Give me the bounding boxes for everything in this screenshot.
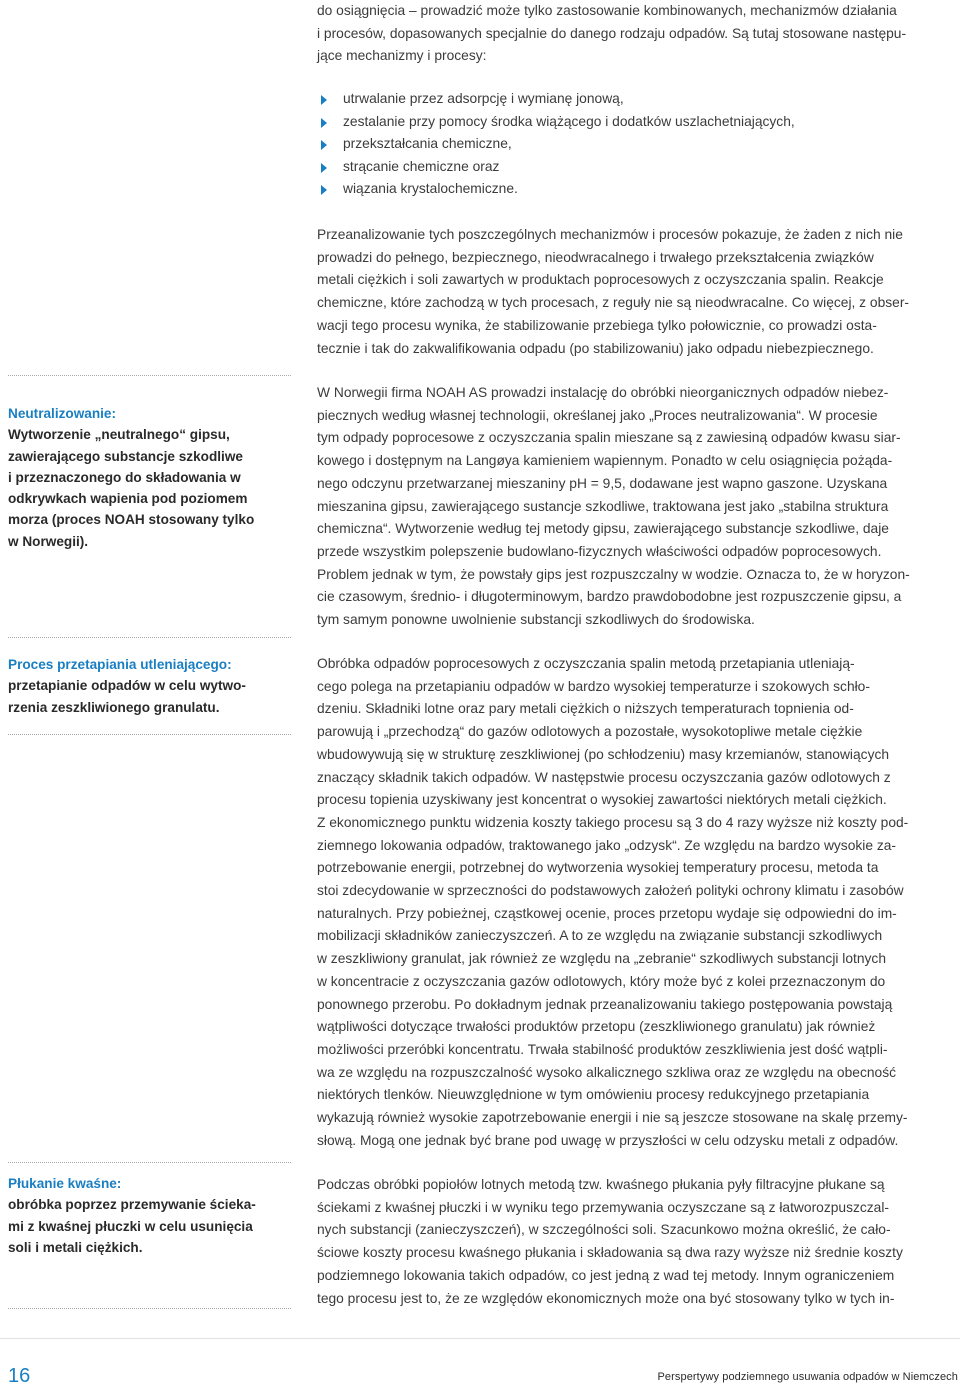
paragraph-line: wacji tego procesu wynika, że stabilizowanie przebiega tylko połowicznie, co prowadzi osta-: [317, 317, 877, 333]
paragraph-line: naturalnych. Przy pobieżnej, cząstkowej ocenie, proces przetopu wydaje się odpowiedni do im-: [317, 905, 897, 921]
paragraph-line: cego polega na przetapianiu odpadów w bardzo wysokiej temperaturze i szokowych schło-: [317, 678, 870, 694]
vitrification-paragraph: [317, 653, 959, 1152]
paragraph-line: metali ciężkich i soli zawartych w produktach poprocesowych z oczyszczania spalin. Reakcje: [317, 272, 884, 288]
paragraph-line: słową. Mogą one jednak być brane pod uwagę w przyszłości w celu odzysku metali z odpadów.: [317, 1132, 899, 1148]
sidebar-divider: [8, 637, 291, 638]
paragraph-line: stoi zdecydowanie w sprzeczności do podstawowych założeń polityki ochrony klimatu i zasobów: [317, 883, 904, 899]
paragraph-line: ściekami z kwaśnej płuczki i w wyniku tego przemywania oczyszczane są z łatworozpuszczal-: [317, 1199, 890, 1215]
list-item-text: przekształcania chemiczne,: [343, 136, 512, 151]
paragraph-line: piecznych według własnej technologii, określanej jako „Proces neutralizowania“. W procesie: [317, 407, 878, 423]
triangle-bullet-icon: [321, 118, 327, 128]
paragraph-line: cie czasowym, średnio- i długoterminowym, bardzo prawdobodobne jest rozpuszczenie gipsu, a: [317, 589, 902, 605]
page-number: 16: [8, 1365, 31, 1387]
triangle-bullet-icon: [321, 163, 327, 173]
analysis-paragraph: [317, 224, 959, 360]
triangle-bullet-icon: [321, 140, 327, 150]
triangle-bullet-icon: [321, 95, 327, 105]
sidebar-note-line: mi z kwaśnej płuczki w celu usunięcia: [8, 1218, 253, 1234]
paragraph-line: Z ekonomicznego punktu widzenia koszty takiego procesu są 3 do 4 razy wyższe niż koszty pod-: [317, 814, 909, 830]
sidebar-note-neutralization: [8, 403, 290, 552]
list-item-text: wiązania krystalochemiczne.: [343, 181, 518, 196]
paragraph-line: wa ze względu na rozpuszczalność wysoko alkalicznego szkliwa oraz ze względu na obecność: [317, 1064, 896, 1080]
paragraph-line: wykazują również wysokie zapotrzebowanie energii i nie są jeszcze stosowane na skalę przemy-: [317, 1110, 908, 1126]
sidebar-note-line: odkrywkach wapienia pod poziomem: [8, 491, 248, 507]
paragraph-line: ściowe koszty procesu kwaśnego płukania i składowania są dwa razy wyższe niż średnie koszty: [317, 1245, 903, 1261]
sidebar-note-line: morza (proces NOAH stosowany tylko: [8, 512, 255, 528]
sidebar-note-line: w Norwegii).: [8, 533, 89, 549]
paragraph-line: tecznie i tak do zakwalifikowania odpadu (po stabilizowaniu) jako odpadu niebezpiecznego.: [317, 340, 874, 356]
list-item: [321, 156, 941, 179]
paragraph-line: procesu topienia uzyskiwany jest koncentrat o wysokiej zawartości niektórych metali ciężkich.: [317, 792, 887, 808]
paragraph-line: Podczas obróbki popiołów lotnych metodą tzw. kwaśnego płukania pyły filtracyjne płukane są: [317, 1177, 885, 1192]
mechanisms-list: [321, 88, 941, 201]
acid-washing-paragraph: [317, 1174, 959, 1310]
sidebar-note-title: Neutralizowanie:: [8, 406, 117, 421]
list-item-text: zestalanie przy pomocy środka wiążącego i dodatków uszlachetniających,: [343, 113, 795, 129]
paragraph-line: podziemnego lokowania takich odpadów, co jest jedną z wad tej metody. Innym ograniczeniem: [317, 1267, 895, 1283]
paragraph-line: ponownego przerobu. Po dokładnym jednak przeanalizowaniu takiego postępowania powstają: [317, 996, 893, 1012]
sidebar-note-acid-washing: [8, 1173, 290, 1258]
paragraph-line: możliwości przeróbki koncentratu. Trwała stabilność produktów zeszkliwienia jest dość wątpli-: [317, 1041, 888, 1057]
intro-line: i procesów, dopasowanych specjalnie do danego rodzaju odpadów. Są tutaj stosowane następu-: [317, 25, 907, 41]
paragraph-line: tym samym ponowne uwolnienie substancji szkodliwych do środowiska.: [317, 612, 755, 628]
paragraph-line: chemiczna“. Wytworzenie według tej metody gipsu, zawierającego substancje szkodliwe, daje: [317, 521, 889, 537]
intro-line: jące mechanizmy i procesy:: [317, 48, 487, 64]
paragraph-line: w zeszkliwiony granulat, jak również ze względu na „zebranie“ szkodliwych substancji lotnych: [317, 951, 886, 967]
paragraph-line: kowego i dostępnym na Langøya kamieniem wapiennym. Ponadto w celu osiągnięcia pożąda-: [317, 453, 893, 469]
intro-paragraph: [317, 0, 959, 68]
sidebar-note-line: Wytworzenie „neutralnego“ gipsu,: [8, 427, 230, 443]
paragraph-line: wbudowywują się w strukturę zeszkliwionej (po schłodzeniu) masy krzemianów, stanowiących: [317, 746, 890, 762]
sidebar-divider: [8, 1308, 291, 1309]
paragraph-line: Obróbka odpadów poprocesowych z oczyszczania spalin metodą przetapiania utleniają-: [317, 656, 855, 671]
paragraph-line: mobilizacji składników zanieczyszczeń. A to ze względu na związanie substancji szkodliwych: [317, 928, 883, 944]
sidebar-note-line: rzenia zeszkliwionego granulatu.: [8, 699, 220, 715]
paragraph-line: przede wszystkim polepszenie budowlano-fizycznych właściwości odpadów poprocesowych.: [317, 543, 882, 559]
paragraph-line: prowadzi do pełnego, bezpiecznego, nieodwracalnego i trwałego przekształcenia związków: [317, 249, 874, 265]
paragraph-line: znaczący składnik takich odpadów. W następstwie procesu oczyszczania gazów odlotowych z: [317, 769, 891, 785]
paragraph-line: mieszanina gipsu, zawierającego sustancje szkodliwe, traktowana jest jako „stabilna struktura: [317, 498, 889, 514]
publication-title: Perspertywy podziemnego usuwania odpadów w Niemczech: [657, 1371, 958, 1383]
triangle-bullet-icon: [321, 185, 327, 195]
paragraph-line: ziemnego lokowania odpadów, traktowanego jako „odzysk“. Ze względu na bardzo wysokie za-: [317, 837, 897, 853]
sidebar-note-vitrification: [8, 654, 290, 718]
neutralization-paragraph: [317, 382, 959, 632]
list-item: [321, 133, 941, 156]
sidebar-note-line: i przeznaczonego do składowania w: [8, 469, 241, 485]
paragraph-line: nych substancji (zanieczyszczeń), w szczególności soli. Szacunkowo można określić, że cało-: [317, 1222, 891, 1238]
paragraph-line: Przeanalizowanie tych poszczególnych mechanizmów i procesów pokazuje, że żaden z nich nie: [317, 227, 903, 242]
sidebar-note-line: przetapianie odpadów w celu wytwo-: [8, 678, 246, 694]
paragraph-line: dzeniu. Składniki lotne oraz pary metali ciężkich o niższych temperaturach topnienia od-: [317, 701, 854, 717]
footer-rule: [0, 1338, 960, 1339]
list-item-text: utrwalanie przez adsorpcję i wymianę jonową,: [343, 91, 624, 106]
paragraph-line: chemiczne, które zachodzą w tych procesach, z reguły nie są nieodwracalne. Co więcej, z obser-: [317, 295, 910, 311]
paragraph-line: W Norwegii firma NOAH AS prowadzi instalację do obróbki nieorganicznych odpadów niebez-: [317, 385, 889, 400]
sidebar-note-title: Płukanie kwaśne:: [8, 1176, 122, 1191]
list-item: [321, 111, 941, 134]
paragraph-line: wątpliwości dotyczące trwałości produktów przetopu (zeszkliwionego granulatu) jak również: [317, 1019, 876, 1035]
paragraph-line: niektórych tlenków. Nieuwzględnione w tym omówieniu procesy redukcyjnego przetapiania: [317, 1087, 870, 1103]
paragraph-line: potrzebowanie energii, potrzebnej do wytworzenia wysokiej temperatury procesu, metoda ta: [317, 860, 879, 876]
sidebar-note-line: obróbka poprzez przemywanie ścieka-: [8, 1197, 256, 1213]
list-item: [321, 88, 941, 111]
paragraph-line: parowują i „przechodzą“ do gazów odlotowych a pozostałe, wysokotopliwe metale ciężkie: [317, 724, 863, 740]
intro-line: do osiągnięcia – prowadzić może tylko zastosowanie kombinowanych, mechanizmów działania: [317, 3, 897, 18]
paragraph-line: w koncentracie z oczyszczania gazów odlotowych, który może być z kolei przeznaczonym do: [317, 973, 886, 989]
paragraph-line: tym odpady poprocesowe z oczyszczania spalin mieszane są z zawiesiną odpadów kwasu siar-: [317, 430, 901, 446]
sidebar-divider: [8, 1162, 291, 1163]
paragraph-line: Problem jednak w tym, że powstały gips jest rozpuszczalny w wodzie. Oznacza to, że w horyzon-: [317, 566, 910, 582]
paragraph-line: nego odczynu przetwarzanej mieszaniny pH = 9,5, dodawane jest wapno gaszone. Uzyskana: [317, 475, 888, 491]
list-item-text: strącanie chemiczne oraz: [343, 158, 500, 174]
list-item: [321, 178, 941, 201]
sidebar-note-line: soli i metali ciężkich.: [8, 1239, 143, 1255]
sidebar-note-line: zawierającego substancje szkodliwe: [8, 448, 243, 464]
sidebar-divider: [8, 375, 291, 376]
sidebar-divider: [8, 734, 291, 735]
paragraph-line: tego procesu jest to, że ze względów ekonomicznych może ona być stosowany tylko w tych in-: [317, 1290, 895, 1306]
sidebar-note-title: Proces przetapiania utleniającego:: [8, 657, 232, 672]
